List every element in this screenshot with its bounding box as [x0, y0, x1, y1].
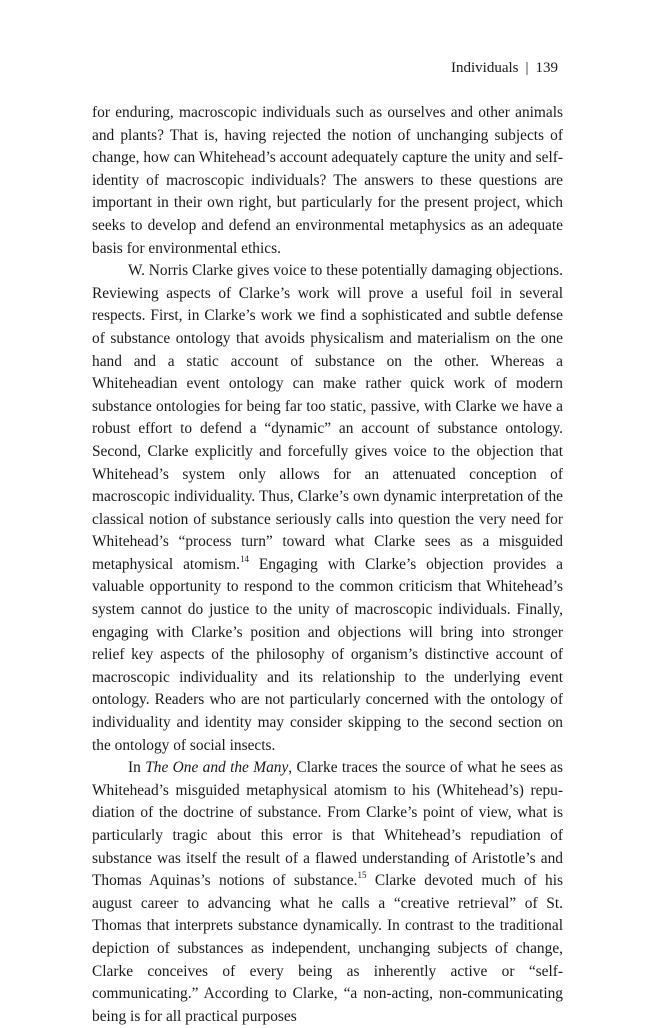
body-text: [92, 102, 563, 1028]
paragraph-3-text-b: Clarke devoted much of his august career to advancing what he calls a “creative retrieval” of St. Thomas that interprets substance dynamically. In contrast to the traditional depiction of substances as independent, unchanging subjects of change, Clarke conceives of every being as inherently active or “self-communicating.” According to Clarke, “a non-acting, non-communicating being is for all practical purposes: [92, 872, 563, 1025]
running-title: Individuals: [450, 60, 519, 76]
paragraph-3: [92, 757, 563, 1028]
footnote-marker-15[interactable]: 15: [357, 870, 367, 881]
page-number: 139: [535, 60, 558, 76]
running-head: [451, 58, 558, 78]
header-separator: |: [525, 60, 529, 76]
paragraph-2-text-b: Engaging with Clarke’s objection provides a valuable opportunity to respond to the common criticism that Whitehead’s system cannot do justice to the unity of macroscopic individuals. Finally, engaging with Clarke’s position and objections will bring into stronger relief key aspects of the philosophy of organism’s distinctive account of macroscopic individuality and its relationship to the underlying event ontology. Readers who are not particularly concerned with the ontology of individuality and identity may consider skipping to the second section on the ontology of social insects.: [92, 555, 564, 754]
paragraph-2-text-a: W. Norris Clarke gives voice to these potentially damaging objections. Reviewing aspects of Clarke’s work will prove a useful foil in several respects. First, in Clarke’s work we find a sophisticated and subtle defense of substance ontology that avoids physicalism and materialism on the one hand and a static account of substance on the other. Whereas a Whiteheadian event ontology can make rather quick work of modern substance ontologies for being far too static, passive, with Clarke we have a robust effort to defend a “dynamic” an account of substance ontology. Second, Clarke explicitly and forcefully gives voice to the objection that Whitehead’s system only allows for an attenuated conception of macroscopic individuality. Thus, Clarke’s own dynamic interpretation of the classical notion of substance seriously calls into question the very need for Whitehead’s “process turn” toward what Clarke sees as a misguided metaphysical atomism.: [92, 262, 563, 573]
footnote-marker-14[interactable]: 14: [239, 553, 249, 564]
book-title-italic: The One and the Many: [145, 759, 289, 777]
paragraph-1: for enduring, macroscopic individuals such as ourselves and other animals and plants? That is, having rejected the notion of unchanging subjects of change, how can Whitehead’s account adequately capture the unity and self-identity of macroscopic individuals? The answers to these questions are important in their own right, but particularly for the present project, which seeks to develop and defend an environmental metaphysics as an adequate basis for environmental ethics.: [92, 104, 563, 257]
paragraph-3-lead: In: [128, 759, 146, 777]
paragraph-3-text-a: , Clarke traces the source of what he sees as Whitehead’s misguided metaphysical atomism to his (Whitehead’s) repudiation of the doctrine of substance. From Clarke’s point of view, what is particularly tragic about this error is that Whitehead’s repudiation of substance was itself the result of a flawed understanding of Aristotle’s and Thomas Aquinas’s notions of substance.: [92, 759, 563, 890]
paragraph-2: [92, 260, 563, 757]
